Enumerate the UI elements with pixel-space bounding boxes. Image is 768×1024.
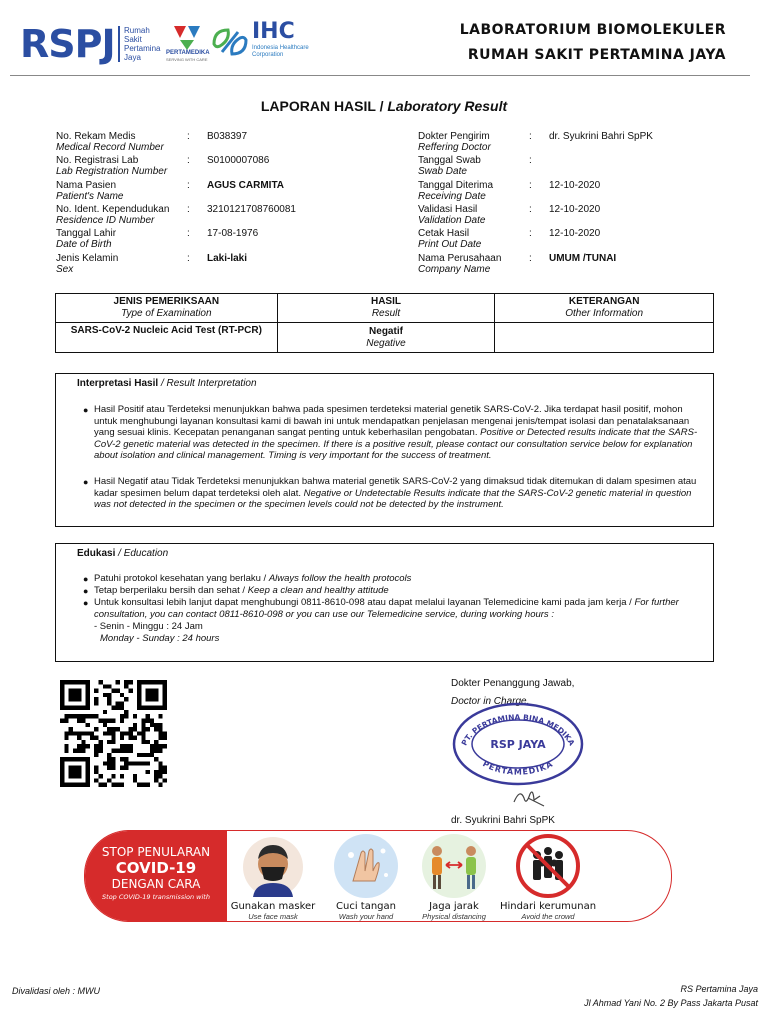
- field-label-id: No. Registrasi Lab: [56, 155, 139, 166]
- covid-prevention-banner: [84, 830, 672, 922]
- field-label-en: Receiving Date: [418, 191, 486, 202]
- banner-item-sub: Avoid the crowd: [521, 912, 575, 921]
- field-label-id: Nama Pasien: [56, 180, 117, 191]
- field-colon: :: [529, 180, 532, 191]
- field-label: [418, 204, 485, 226]
- doctor-in-charge-title: Dokter Penanggung Jawab,: [451, 678, 575, 689]
- result-table: [55, 293, 714, 353]
- field-label-en: Swab Date: [418, 166, 467, 177]
- column-header-label: KETERANGAN: [568, 296, 640, 307]
- field-label: [418, 228, 481, 250]
- field-label-id: Tanggal Diterima: [418, 180, 494, 191]
- field-value: Laki-laki: [207, 253, 248, 264]
- field-label: [56, 180, 124, 202]
- banner-item-label: Cuci tangan: [336, 901, 396, 912]
- pertamedika-tagline: SERVING WITH CARE: [166, 57, 208, 62]
- field-colon: :: [187, 180, 190, 191]
- field-label-id: Tanggal Swab: [418, 155, 481, 166]
- field-colon: :: [187, 204, 190, 215]
- stamp-top-text: PT. PERTAMINA BINA MEDIKA: [459, 712, 577, 748]
- banner-line1: STOP PENULARAN: [101, 845, 211, 859]
- education-item-en: For further consultation, you can contact 0811-8610-098 or you can use our Telemedicine service, during working hours :: [94, 597, 679, 620]
- banner-item-label: Jaga jarak: [429, 901, 479, 912]
- field-value: UMUM /TUNAI: [549, 253, 617, 264]
- banner-item-sub: Wash your hand: [338, 912, 394, 921]
- field-label: [56, 228, 116, 250]
- field-label-en: Print Out Date: [418, 239, 482, 250]
- interpretation-positive-en: Positive or Detected results indicate that the SARS-CoV-2 genetic material was detected in the specimen. If there is a positive result, please contact our consultation service below for explanation about isolation and clinical management. Timing is very important for the success of treatment.: [94, 427, 698, 461]
- ihc-sub-line: Corporation: [252, 52, 284, 58]
- doctor-name: dr. Syukrini Bahri SpPK: [451, 815, 555, 826]
- field-label-en: Residence ID Number: [56, 215, 155, 226]
- banner-line3: DENGAN CARA: [111, 877, 201, 891]
- field-label-id: Dokter Pengirim: [418, 131, 490, 142]
- svg-text:PERTAMEDIKA: [481, 759, 555, 776]
- stamp-bottom-text: PERTAMEDIKA: [481, 759, 555, 777]
- logo-sub-line: Jaya: [124, 53, 141, 62]
- ihc-subtitle: [252, 45, 309, 59]
- field-value: 12-10-2020: [549, 180, 601, 191]
- signature-scribble-icon: [500, 784, 560, 810]
- bullet-icon: ●: [83, 574, 89, 584]
- interpretation-title: [77, 378, 257, 389]
- rspj-logo: RSPJ: [20, 22, 115, 66]
- education-hours-id: - Senin - Minggu : 24 Jam: [94, 621, 203, 632]
- banner-line4: Stop COVID-19 transmission with: [102, 893, 210, 901]
- physical-distancing-icon: [419, 831, 489, 901]
- field-value: dr. Syukrini Bahri SpPK: [549, 131, 653, 142]
- field-label-en: Medical Record Number: [56, 142, 164, 153]
- column-header: [277, 294, 495, 323]
- interpretation-title-en: / Result Interpretation: [160, 378, 257, 389]
- hand-washing-icon: [331, 831, 401, 901]
- field-label-en: Date of Birth: [56, 239, 112, 250]
- education-item-id: Tetap berperilaku bersih dan sehat /: [94, 585, 248, 596]
- footer-org: RS Pertamina Jaya: [680, 984, 758, 994]
- field-label-en: Lab Registration Number: [56, 166, 168, 177]
- header-divider: [10, 75, 750, 76]
- validated-by: Divalidasi oleh : MWU: [12, 986, 101, 996]
- hospital-stamp-icon: [448, 698, 588, 786]
- avoid-crowd-icon: [513, 831, 583, 901]
- column-header: [495, 294, 714, 323]
- result-cell: [277, 323, 495, 353]
- field-label: [418, 131, 491, 153]
- field-colon: :: [529, 228, 532, 239]
- field-label: [56, 253, 118, 275]
- test-cell: [56, 323, 278, 353]
- interpretation-item: [94, 404, 704, 462]
- field-value: 12-10-2020: [549, 228, 601, 239]
- qr-code: [60, 680, 167, 787]
- hospital-name: RUMAH SAKIT PERTAMINA JAYA: [467, 47, 726, 63]
- ihc-logo-icon: [208, 22, 252, 62]
- result-value-en: Negative: [366, 338, 406, 349]
- field-label: [418, 253, 501, 275]
- column-header-en: Other Information: [565, 308, 644, 319]
- report-title: [0, 98, 768, 114]
- field-label-en: Reffering Doctor: [418, 142, 491, 153]
- interpretation-positive-id: Hasil Positif atau Terdeteksi menunjukkan bahwa pada spesimen terdeteksi material genetik SARS-CoV-2. Jika terdapat hasil positif, mohon untuk menghubungi layanan konsultasi kami di bawah ini untuk mendapatkan penjelasan mengenai jenis/tempat isolasi dan penatalaksanaan yang sesuai klinis. Kecepatan penanganan sangat penting untuk keberhasilan pengobatan.: [94, 404, 690, 438]
- report-title-main: LAPORAN HASIL /: [260, 98, 388, 114]
- bullet-icon: ●: [83, 477, 89, 487]
- column-header-en: Result: [371, 308, 401, 319]
- report-title-en: Laboratory Result: [387, 98, 508, 114]
- column-header-en: Type of Examination: [121, 308, 212, 319]
- field-value: AGUS CARMITA: [207, 180, 285, 191]
- field-label-id: Tanggal Lahir: [56, 228, 117, 239]
- field-label-en: Company Name: [418, 264, 491, 275]
- ihc-sub-line: Indonesia Healthcare: [252, 45, 309, 51]
- lab-name: LABORATORIUM BIOMOLEKULER: [459, 22, 726, 38]
- logo-divider: [118, 26, 120, 62]
- education-item-en: Keep a clean and healthy attitude: [247, 585, 389, 596]
- field-colon: :: [529, 204, 532, 215]
- bullet-icon: ●: [83, 586, 89, 596]
- interpretation-box: [55, 373, 714, 527]
- result-value: Negatif: [369, 326, 403, 337]
- field-label-en: Patient's Name: [56, 191, 124, 202]
- field-label-id: Nama Perusahaan: [418, 253, 502, 264]
- education-item-en: Always follow the health protocols: [268, 573, 412, 584]
- field-label: [56, 155, 167, 177]
- face-mask-icon: [238, 831, 308, 901]
- field-colon: :: [187, 228, 190, 239]
- interpretation-title-id: Interpretasi Hasil: [77, 378, 159, 389]
- field-value: B038397: [207, 131, 248, 142]
- field-label-id: No. Ident. Kependudukan: [56, 204, 170, 215]
- logo-sub-line: Rumah: [124, 26, 150, 35]
- test-name: SARS-CoV-2 Nucleic Acid Test (RT-PCR): [70, 325, 262, 336]
- logo-sub-line: Sakit: [124, 35, 142, 44]
- table-row: [56, 323, 714, 353]
- interpretation-negative-en: Negative or Undetectable Results indicate that the SARS-CoV-2 genetic material in question was not detected in the specimen or the specimen levels could not be detected by the instrument.: [94, 487, 692, 510]
- education-item: [94, 573, 704, 585]
- field-label: [418, 180, 493, 202]
- field-colon: :: [187, 253, 190, 264]
- field-colon: :: [529, 253, 532, 264]
- table-header-row: [56, 294, 714, 323]
- field-colon: :: [529, 131, 532, 142]
- field-label: [56, 131, 164, 153]
- ihc-name: IHC: [252, 19, 295, 44]
- education-item: [94, 597, 704, 620]
- logo-sub-line: Pertamina: [124, 44, 161, 53]
- field-colon: :: [529, 155, 532, 166]
- banner-item-sub: Physical distancing: [422, 912, 486, 921]
- field-colon: :: [187, 155, 190, 166]
- bullet-icon: ●: [83, 598, 89, 608]
- interpretation-negative-id: Hasil Negatif atau Tidak Terdeteksi menunjukkan bahwa material genetik SARS-CoV-2 yang dimaksud tidak ditemukan di dalam spesimen atau kadar spesimen belum dapat terdeteksi oleh alat.: [94, 476, 697, 499]
- note-cell: [495, 323, 714, 353]
- banner-item-label: Hindari kerumunan: [499, 901, 597, 912]
- bullet-icon: ●: [83, 405, 89, 415]
- field-label-en: Sex: [56, 264, 74, 275]
- education-item-id: Patuhi protokol kesehatan yang berlaku /: [94, 573, 269, 584]
- field-colon: :: [187, 131, 190, 142]
- banner-item-label: Gunakan masker: [230, 901, 316, 912]
- column-header-label: HASIL: [370, 296, 401, 307]
- field-label: [56, 204, 169, 226]
- banner-line2: COVID-19: [115, 859, 197, 877]
- education-title-en: / Education: [118, 548, 169, 559]
- footer-address: Jl Ahmad Yani No. 2 By Pass Jakarta Pusat: [584, 998, 758, 1008]
- education-title-id: Edukasi: [77, 548, 116, 559]
- education-item-id: Untuk konsultasi lebih lanjut dapat menghubungi 0811-8610-098 atau dapat melalui layanan Telemedicine kami pada jam kerja /: [94, 597, 635, 608]
- field-label-id: Validasi Hasil: [418, 204, 478, 215]
- stamp-center-text: RSP JAYA: [490, 738, 546, 751]
- pertamedika-name: PERTAMEDIKA: [166, 50, 210, 56]
- field-value: 3210121708760081: [207, 204, 296, 215]
- field-label-id: Jenis Kelamin: [56, 253, 119, 264]
- education-box: [55, 543, 714, 662]
- column-header: [56, 294, 278, 323]
- field-value: 12-10-2020: [549, 204, 601, 215]
- education-hours-en: Monday - Sunday : 24 hours: [100, 633, 220, 644]
- interpretation-item: [94, 476, 704, 511]
- field-label-id: No. Rekam Medis: [56, 131, 136, 142]
- banner-item-sub: Use face mask: [248, 912, 298, 921]
- field-value: S0100007086: [207, 155, 270, 166]
- education-item: [94, 585, 704, 597]
- column-header-label: JENIS PEMERIKSAAN: [113, 296, 220, 307]
- field-label-id: Cetak Hasil: [418, 228, 470, 239]
- doctor-in-charge-title-en: Doctor in Charge,: [451, 696, 530, 707]
- education-title: [77, 548, 168, 559]
- field-label-en: Validation Date: [418, 215, 486, 226]
- field-label: [418, 155, 481, 177]
- field-value: 17-08-1976: [207, 228, 259, 239]
